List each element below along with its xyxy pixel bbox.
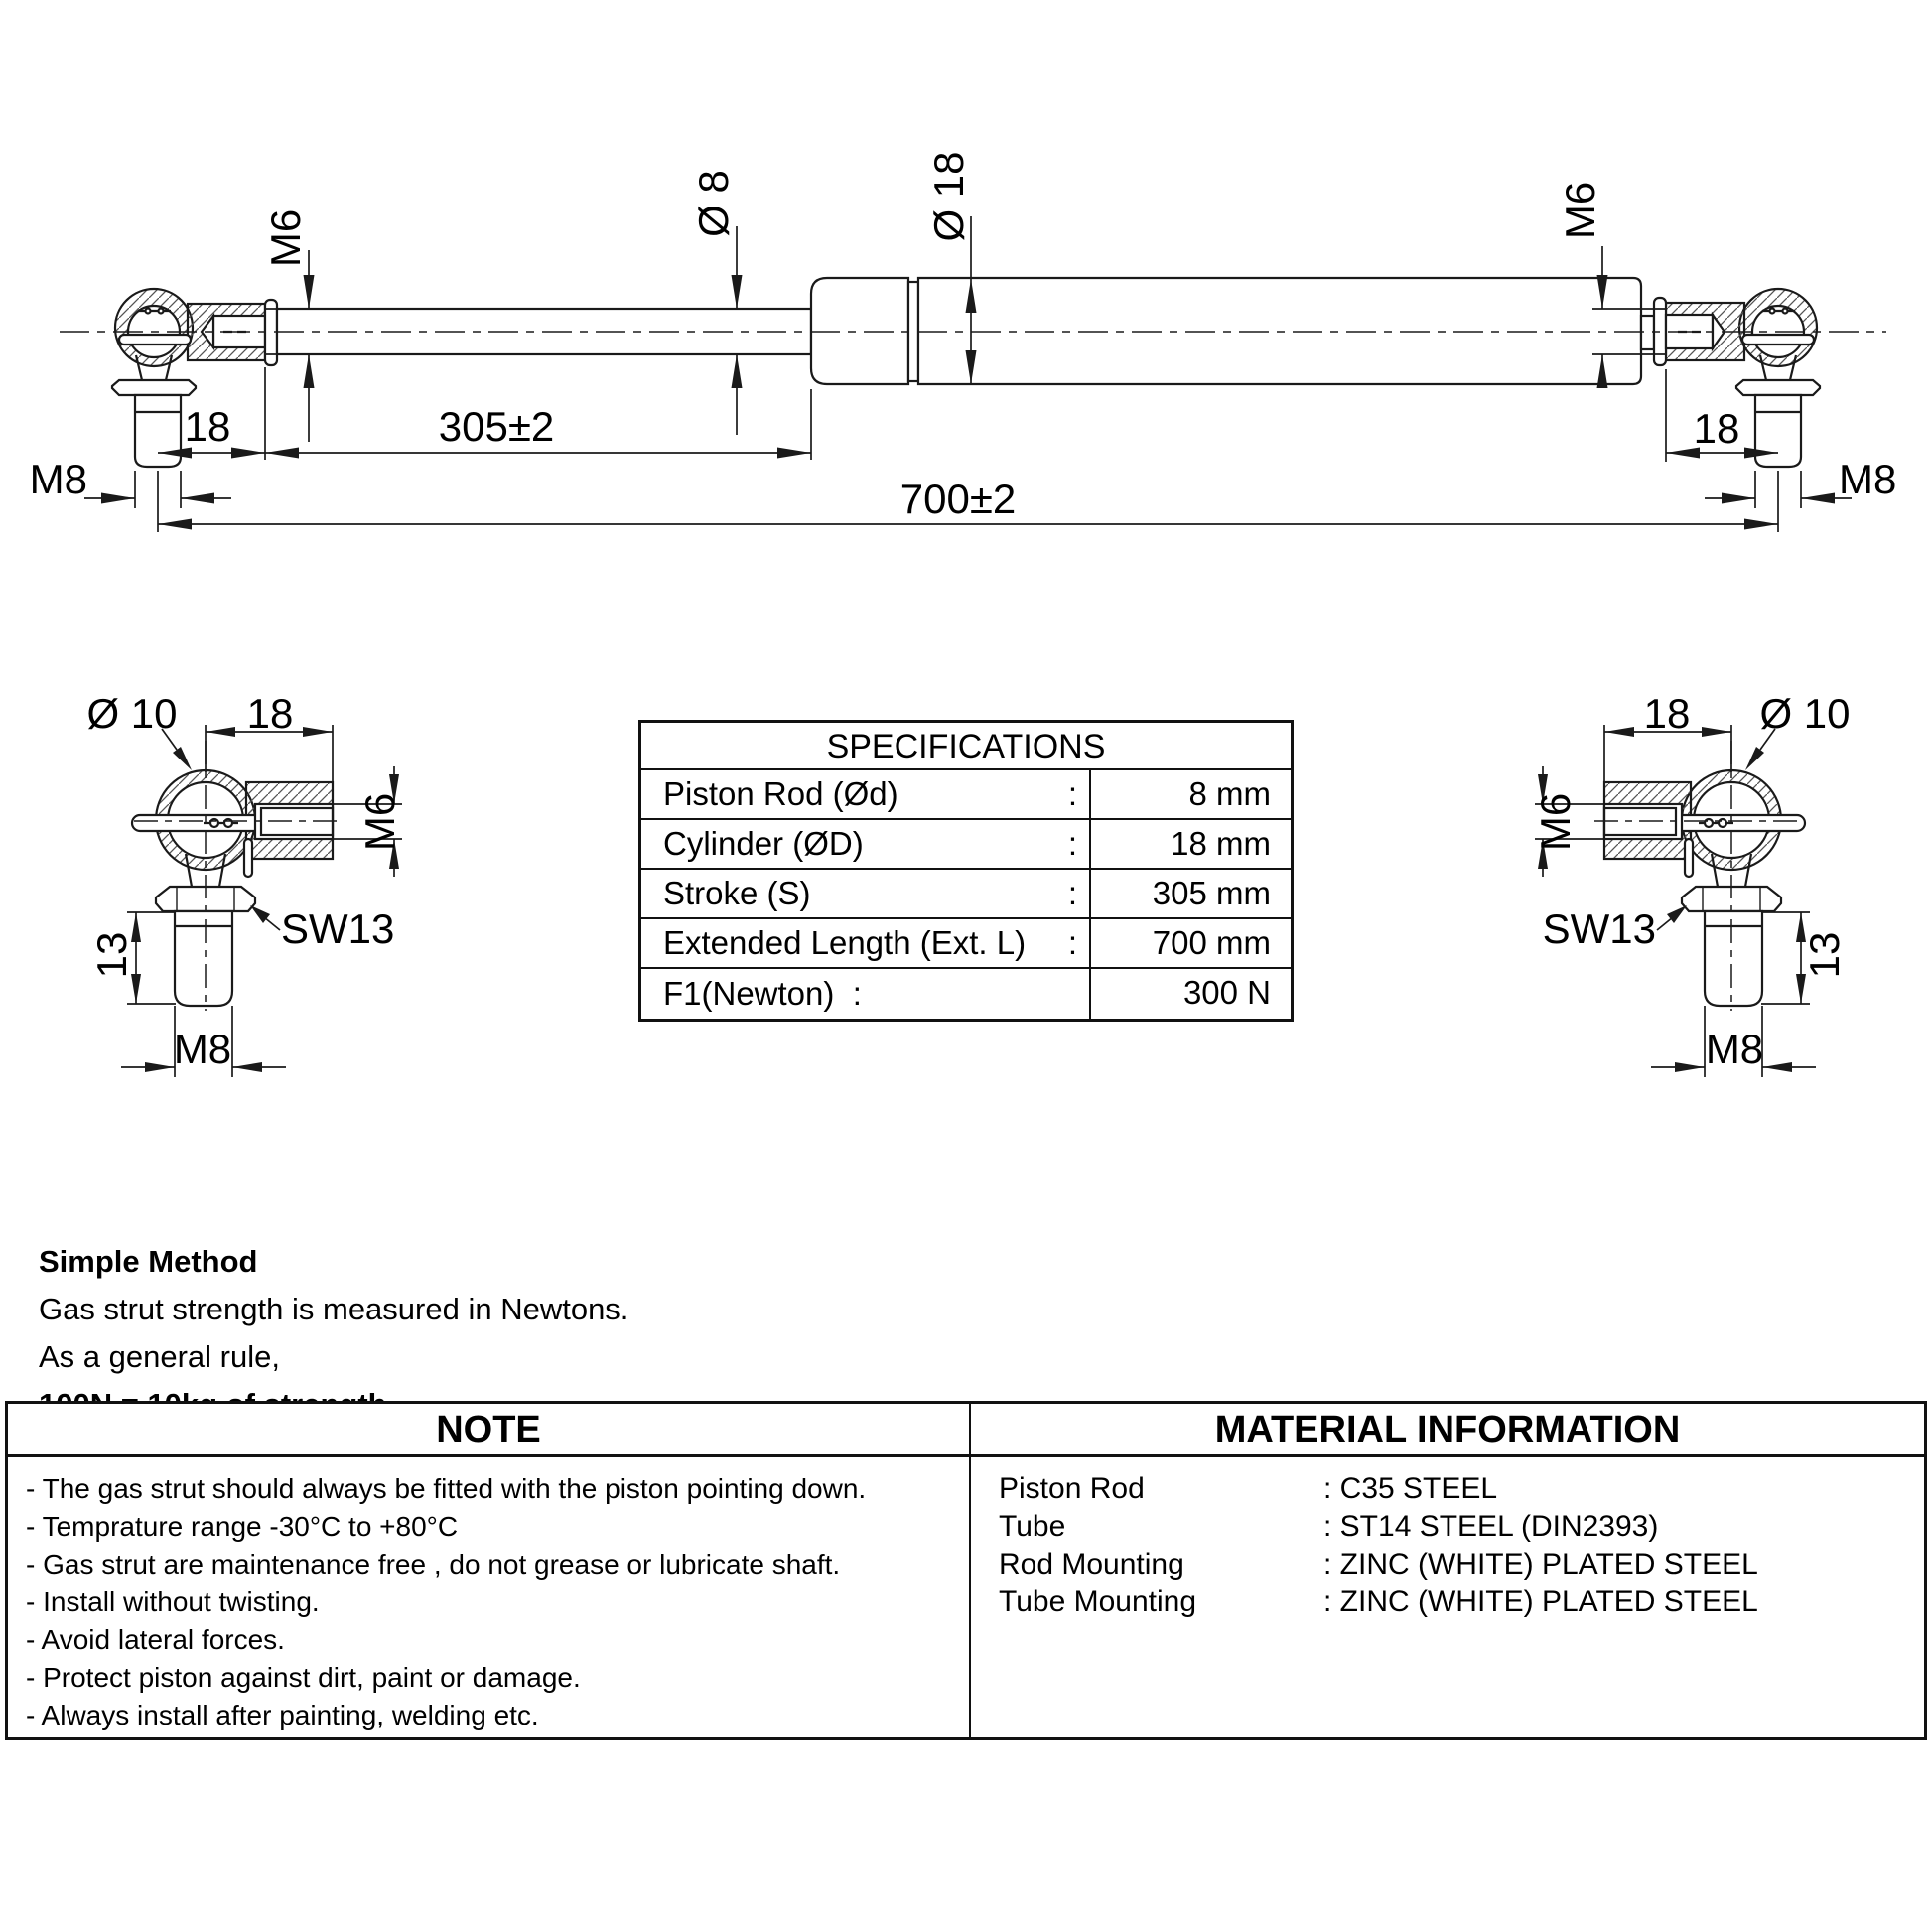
material-row — [999, 1508, 1924, 1546]
table-row — [641, 870, 1291, 919]
detail-dia10-label: Ø 10 — [86, 690, 178, 737]
detail-cotter-pin — [244, 839, 252, 877]
detail-m8-label: M8 — [1705, 1026, 1764, 1072]
spec-label: Stroke (S) — [663, 875, 811, 911]
spec-value: 305 mm — [1152, 875, 1271, 911]
cylinder-groove — [908, 282, 918, 381]
right-threaded-stud — [1755, 395, 1801, 467]
table-row — [641, 820, 1291, 870]
simple-method-line: Gas strut strength is measured in Newtons. — [39, 1292, 629, 1326]
material-label: Rod Mounting — [999, 1548, 1184, 1581]
material-value: : ST14 STEEL (DIN2393) — [1323, 1510, 1659, 1543]
dim-total-length: 700±2 — [899, 476, 1017, 522]
material-label: Tube — [999, 1510, 1066, 1543]
dim-m6-left: M6 — [262, 208, 309, 268]
note-item: - Temprature range -30°C to +80°C — [26, 1511, 459, 1542]
spec-label: Piston Rod (Ød) — [663, 775, 898, 812]
detail-dia10-label: Ø 10 — [1759, 690, 1851, 737]
material-value: : ZINC (WHITE) PLATED STEEL — [1323, 1586, 1758, 1618]
detail-spring-clip — [1672, 815, 1805, 831]
detail-18-label: 18 — [246, 690, 294, 737]
spec-colon: : — [1067, 775, 1077, 812]
left-hex-flange — [112, 380, 196, 395]
spec-value: 700 mm — [1152, 924, 1271, 961]
material-row — [999, 1546, 1924, 1584]
material-row — [999, 1584, 1924, 1621]
note-item: - Always install after painting, welding etc. — [26, 1700, 539, 1730]
detail-m8-label: M8 — [173, 1026, 232, 1072]
spec-value: 8 mm — [1188, 775, 1271, 812]
material-label: Piston Rod — [999, 1472, 1145, 1505]
spec-colon: : — [1067, 875, 1077, 911]
table-row — [641, 919, 1291, 969]
dim-m8-left: M8 — [29, 456, 87, 502]
spec-colon: : — [1067, 825, 1077, 862]
spec-value: 18 mm — [1171, 825, 1271, 862]
left-threaded-stud — [135, 395, 181, 467]
dim-18-right: 18 — [1693, 405, 1740, 452]
note-material-table — [5, 1401, 1927, 1740]
specifications-table — [638, 720, 1294, 1022]
left-washer — [265, 300, 277, 365]
spec-label: Cylinder (ØD) — [663, 825, 864, 862]
simple-method-title: Simple Method — [39, 1244, 258, 1279]
note-item: - The gas strut should always be fitted with the piston pointing down. — [26, 1473, 867, 1504]
detail-m6-label: M6 — [356, 792, 403, 852]
note-item: - Protect piston against dirt, paint or damage. — [26, 1662, 581, 1693]
material-title: MATERIAL INFORMATION — [971, 1404, 1924, 1457]
detail-sw13-label: SW13 — [1542, 905, 1656, 952]
note-item: - Avoid lateral forces. — [26, 1624, 285, 1655]
detail-sw13-label: SW13 — [281, 905, 395, 952]
dim-dia8: Ø 8 — [690, 170, 737, 237]
detail-cotter-pin — [1685, 839, 1693, 877]
dim-dia18: Ø 18 — [925, 151, 972, 242]
note-item: - Gas strut are maintenance free , do not grease or lubricate shaft. — [26, 1549, 841, 1580]
spec-label: F1(Newton) : — [663, 975, 862, 1012]
material-row — [999, 1470, 1924, 1508]
note-column — [8, 1404, 971, 1737]
spec-colon: : — [1067, 924, 1077, 961]
dim-m8-right: M8 — [1839, 456, 1897, 502]
dim-stroke: 305±2 — [438, 403, 555, 450]
detail-18-label: 18 — [1643, 690, 1691, 737]
dim-m6-right: M6 — [1557, 181, 1603, 240]
detail-13-label: 13 — [1801, 931, 1848, 979]
note-title: NOTE — [8, 1404, 969, 1457]
right-hex-flange — [1736, 380, 1820, 395]
specifications-title: SPECIFICATIONS — [641, 723, 1291, 770]
detail-m6-label: M6 — [1532, 792, 1579, 852]
dim-18-left: 18 — [184, 403, 231, 450]
right-spring-clip — [1742, 335, 1814, 345]
left-end-fitting-detail — [30, 685, 457, 1102]
material-label: Tube Mounting — [999, 1586, 1197, 1618]
material-value: : ZINC (WHITE) PLATED STEEL — [1323, 1548, 1758, 1581]
detail-spring-clip — [132, 815, 265, 831]
strut-side-view-drawing — [0, 0, 1932, 616]
table-row — [641, 770, 1291, 820]
left-spring-clip — [119, 335, 191, 345]
simple-method-line: As a general rule, — [39, 1339, 280, 1374]
spec-value: 300 N — [1182, 974, 1271, 1011]
note-item: - Install without twisting. — [26, 1587, 320, 1617]
table-row — [641, 969, 1291, 1019]
right-end-fitting-detail — [1505, 685, 1932, 1102]
detail-13-label: 13 — [88, 931, 135, 979]
material-value: : C35 STEEL — [1323, 1472, 1498, 1505]
cylinder-end-stub — [1641, 316, 1654, 349]
spec-label: Extended Length (Ext. L) — [663, 924, 1027, 961]
material-column — [971, 1404, 1924, 1737]
